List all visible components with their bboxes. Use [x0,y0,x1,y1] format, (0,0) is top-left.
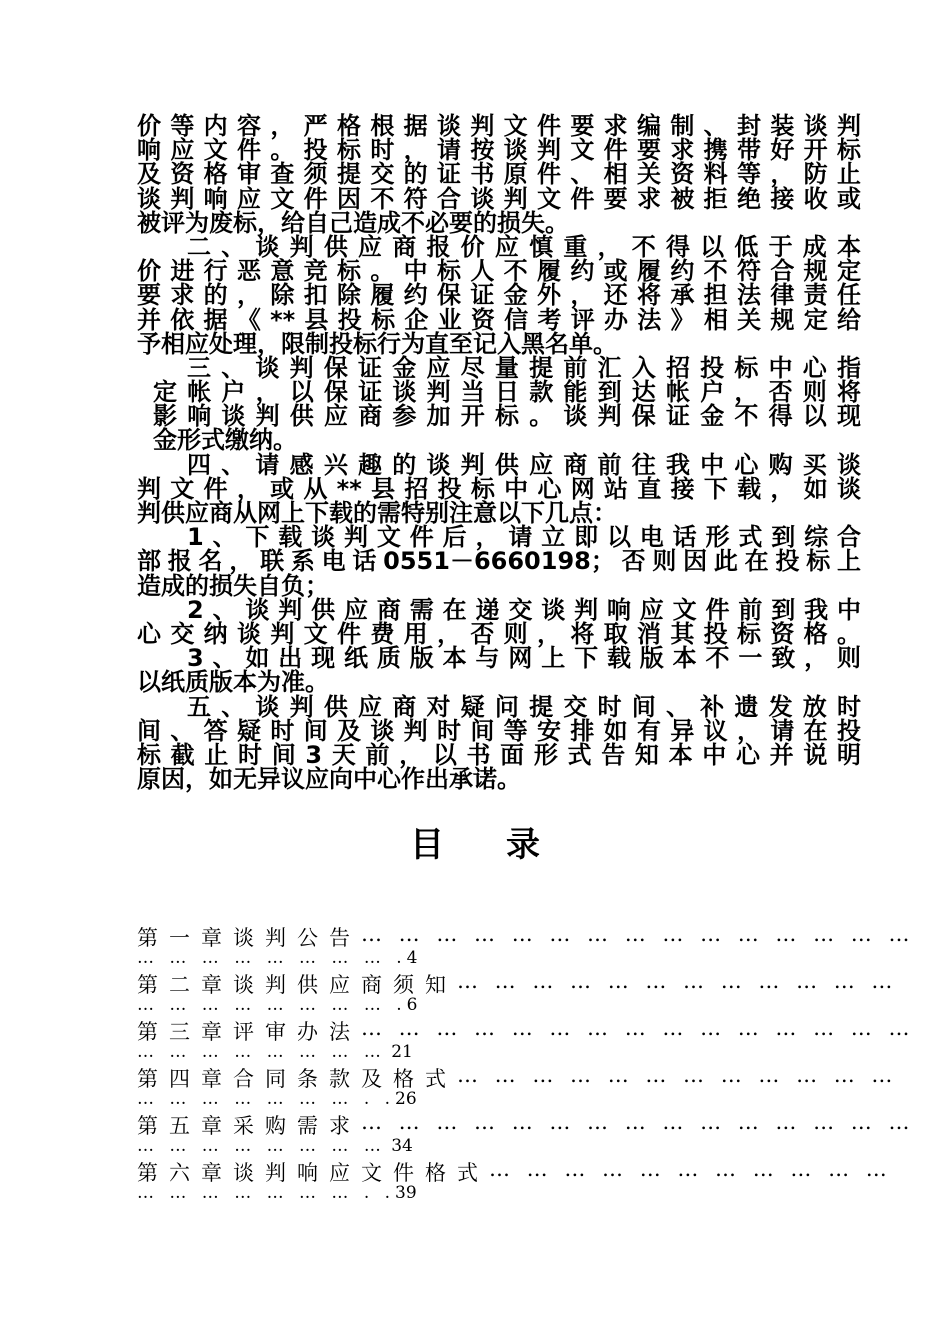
toc-leader-dots: … … … … … … … … … … … … … … … [361,1016,915,1040]
toc-leader-dots: … … … … … … … … . [137,948,407,968]
body-line: 予相应处理，限制投标行为直至记入黑名单。 [137,329,617,358]
body-line: 间、答疑时间及谈判时间等安排如有异议，请在投 [137,716,861,745]
body-line: 心交纳谈判文件费用，否则，将取消其投标资格。 [137,619,861,648]
toc-leader-dots: … … … … … … … … [137,1136,386,1156]
toc-entry[interactable] [137,1157,892,1204]
toc-leader-dots: … … … … … … … … … … … [489,1157,892,1181]
body-line: 响应文件。投标时，请按谈判文件要求携带好开标 [137,136,861,165]
toc-entry[interactable] [137,969,898,1016]
table-of-contents [137,922,915,1204]
toc-leader-dots: … … … … … … … … … … … … [457,969,898,993]
toc-leader-dots: … … … … … … … … [137,1042,386,1062]
toc-leader-dots: … … … … … … … … … … … … … … … [361,1110,915,1134]
body-line: 3、如出现纸质版本与网上下载版本不一致，则 [187,644,861,673]
toc-page-number: 21 [391,1042,413,1062]
body-line: 2、谈判供应商需在递交谈判响应文件前到我中 [187,595,861,624]
body-line: 谈判响应文件因不符合谈判文件要求被拒绝接收或 [137,184,861,213]
toc-page-number: 34 [391,1136,413,1156]
body-line: 判文件，或从**县招投标中心网站直接下载，如谈 [137,474,861,503]
toc-leader-dots: … … … … … … … . . [137,1089,396,1109]
toc-entry[interactable] [137,1110,915,1157]
body-line: 三、谈判保证金应尽量提前汇入招投标中心指 [187,353,861,382]
body-line: 四、请感兴趣的谈判供应商前往我中心购买谈 [187,450,861,479]
toc-page-number: 26 [395,1089,417,1109]
toc-page-number: 39 [395,1183,417,1203]
body-line: 以纸质版本为准。 [137,668,329,697]
body-line: 金形式缴纳。 [153,426,297,455]
body-line: 五、谈判供应商对疑问提交时间、补遗发放时 [187,692,861,721]
toc-page-number: 6 [406,995,418,1015]
body-line: 判供应商从网上下载的需特别注意以下几点： [137,499,617,527]
body-line: 定帐户，以保证谈判当日款能到达帐户，否则将 [153,378,861,407]
body-line: 标截止时间3天前，以书面形式告知本中心并说明 [137,740,861,769]
body-line: 二、谈判供应商报价应慎重，不得以低于成本 [187,232,861,261]
body-line: 价进行恶意竞标。中标人不履约或履约不符合规定 [137,257,861,286]
toc-chapter-number: 第五章 [137,1114,233,1138]
body-line: 影响谈判供应商参加开标。谈判保证金不得以现 [153,402,861,431]
toc-chapter-number: 第六章 [137,1161,233,1185]
body-line: 部报名，联系电话0551－6660198；否则因此在投标上 [137,547,861,576]
toc-page-number: 4 [406,948,418,968]
toc-chapter-number: 第一章 [137,926,233,950]
toc-chapter-title: 谈判供应商须知 [233,973,457,997]
notice-body [137,112,861,794]
toc-chapter-title: 谈判公告 [233,926,361,950]
toc-entry[interactable] [137,922,915,969]
body-line: 造成的损失自负； [137,571,329,600]
toc-chapter-title: 采购需求 [233,1114,361,1138]
toc-chapter-title: 合同条款及格式 [233,1067,457,1091]
toc-leader-dots: … … … … … … … … . [137,995,407,1015]
toc-chapter-title: 评审办法 [233,1020,361,1044]
toc-chapter-number: 第二章 [137,973,233,997]
toc-chapter-number: 第四章 [137,1067,233,1091]
body-line: 价等内容，严格根据谈判文件要求编制、封装谈判 [137,112,861,140]
toc-leader-dots: … … … … … … … … … … … … … … … [361,922,915,946]
toc-entry[interactable] [137,1016,915,1063]
body-line: 及资格审查须提交的证书原件、相关资料等，防止 [137,160,861,189]
toc-chapter-title: 谈判响应文件格式 [233,1161,489,1185]
body-line: 被评为废标，给自己造成不必要的损失。 [137,208,569,237]
body-line: 原因，如无异议应向中心作出承诺。 [137,765,521,794]
body-line: 并依据《**县投标企业资信考评办法》相关规定给 [137,305,861,334]
toc-leader-dots: … … … … … … … . . [137,1183,396,1203]
toc-title: 目录 [410,825,602,865]
body-line: 要求的，除扣除履约保证金外，还将承担法律责任 [137,281,861,310]
toc-entry[interactable] [137,1063,898,1110]
body-line: 1、下载谈判文件后，请立即以电话形式到综合 [187,523,861,552]
toc-leader-dots: … … … … … … … … … … … … [457,1063,898,1087]
toc-chapter-number: 第三章 [137,1020,233,1044]
